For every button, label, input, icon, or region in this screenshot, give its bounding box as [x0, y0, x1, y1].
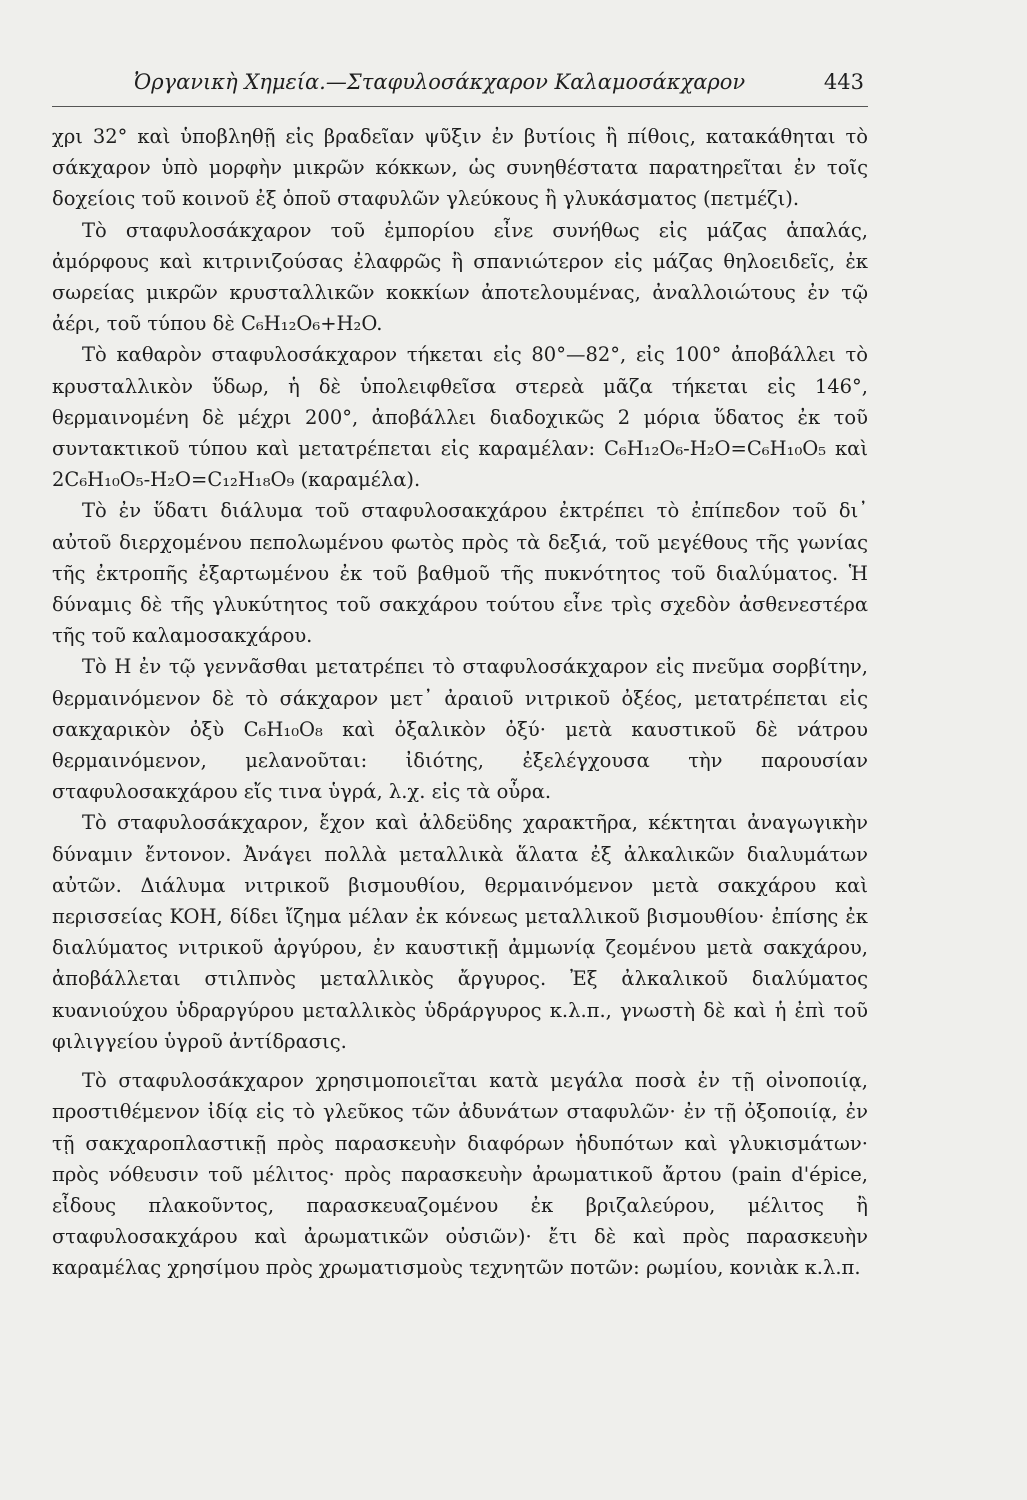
book-page [52, 70, 868, 1284]
paragraph-oxidation: Τὸ H ἐν τῷ γεννᾶσθαι μετατρέπει τὸ σταφυλοσάκχαρον εἰς πνεῦμα σορβίτην, θερμαινόμενον δὲ τὸ σάκχαρον μετ᾿ ἀραιοῦ νιτρικοῦ ὀξέος, μετατρέπεται εἰς σακχαρικὸν ὀξὺ C₆H₁₀O₈ καὶ ὀξαλικὸν ὀξύ· μετὰ καυστικοῦ δὲ νάτρου θερμαινόμενον, μελανοῦται: ἰδιότης, ἐξελέγχουσα τὴν παρουσίαν σταφυλοσακχάρου εἴς τινα ὑγρά, λ.χ. εἰς τὰ οὖρα. [52, 655, 868, 804]
paragraph-melting-caramel: Τὸ καθαρὸν σταφυλοσάκχαρον τήκεται εἰς 80°—82°, εἰς 100° ἀποβάλλει τὸ κρυσταλλικὸν ὕδωρ, ἡ δὲ ὑπολειφθεῖσα στερεὰ μᾶζα τήκεται εἰς 146°, θερμαινομένη δὲ μέχρι 200°, ἀποβάλλει διαδοχικῶς 2 μόρια ὕδατος ἐκ τοῦ συντακτικοῦ τύπου καὶ μετατρέπεται εἰς καραμέλαν: C₆H₁₂O₆-H₂O=C₆H₁₀O₅ καὶ 2C₆H₁₀O₅-H₂O=C₁₂H₁₈O₉ (καραμέλα). [52, 343, 868, 492]
running-title: Ὀργανικὴ Χημεία.—Σταφυλοσάκχαρον Καλαμοσάκχαρον [134, 70, 746, 94]
paragraph-optical-rotation: Τὸ ἐν ὕδατι διάλυμα τοῦ σταφυλοσακχάρου ἐκτρέπει τὸ ἐπίπεδον τοῦ δι᾿ αὐτοῦ διερχομένου πεπολωμένου φωτὸς πρὸς τὰ δεξιά, τοῦ μεγέθους τῆς γωνίας τῆς ἐκτροπῆς ἐξαρτωμένου ἐκ τοῦ βαθμοῦ τῆς πυκνότητος τοῦ διαλύματος. Ἡ δύναμις δὲ τῆς γλυκύτητος τοῦ σακχάρου τούτου εἶνε τρὶς σχεδὸν ἀσθενεστέρα τῆς τοῦ καλαμοσακχάρου. [52, 499, 868, 648]
paragraph-continued: χρι 32° καὶ ὑποβληθῇ εἰς βραδεῖαν ψῦξιν ἐν βυτίοις ἢ πίθοις, κατακάθηται τὸ σάκχαρον ὑπὸ μορφὴν μικρῶν κόκκων, ὡς συνηθέστατα παρατηρεῖται ἐν τοῖς δοχείοις τοῦ κοινοῦ ἐξ ὁποῦ σταφυλῶν γλεύκους ἢ γλυκάσματος (πετμέζι). [52, 125, 868, 211]
page-number: 443 [823, 70, 864, 94]
header-rule [52, 106, 868, 107]
paragraph-reducing-power: Τὸ σταφυλοσάκχαρον, ἔχον καὶ ἀλδεϋδης χαρακτῆρα, κέκτηται ἀναγωγικὴν δύναμιν ἔντονον. Ἀνάγει πολλὰ μεταλλικὰ ἅλατα ἐξ ἀλκαλικῶν διαλυμάτων αὐτῶν. Διάλυμα νιτρικοῦ βισμουθίου, θερμαινόμενον μετὰ σακχάρου καὶ περισσείας KOH, δίδει ἴζημα μέλαν ἐκ κόνεως μεταλλικοῦ βισμουθίου· ἐπίσης ἐκ διαλύματος νιτρικοῦ ἀργύρου, ἐν καυστικῇ ἀμμωνίᾳ ζεομένου μετὰ σακχάρου, ἀποβάλλεται στιλπνὸς μεταλλικὸς ἄργυρος. Ἐξ ἀλκαλικοῦ διαλύματος κυανιούχου ὑδραργύρου μεταλλικὸς ὑδράργυρος κ.λ.π., γνωστὴ δὲ καὶ ἡ ἐπὶ τοῦ φιλιγγείου ὑγροῦ ἀντίδρασις. [52, 811, 868, 1053]
paragraph-uses: Τὸ σταφυλοσάκχαρον χρησιμοποιεῖται κατὰ μεγάλα ποσὰ ἐν τῇ οἰνοποιίᾳ, προστιθέμενον ἰδίᾳ εἰς τὸ γλεῦκος τῶν ἀδυνάτων σταφυλῶν· ἐν τῇ ὀξοποιίᾳ, ἐν τῇ σακχαροπλαστικῇ πρὸς παρασκευὴν διαφόρων ἡδυπότων καὶ γλυκισμάτων· πρὸς νόθευσιν τοῦ μέλιτος· πρὸς παρασκευὴν ἀρωματικοῦ ἄρτου (pain d'épice, εἶδους πλακοῦντος, παρασκευαζομένου ἐκ βριζαλεύρου, μέλιτος ἢ σταφυλοσακχάρου καὶ ἀρωματικῶν οὐσιῶν)· ἔτι δὲ καὶ πρὸς παρασκευὴν καραμέλας χρησίμου πρὸς χρωματισμοὺς τεχνητῶν ποτῶν: ρωμίου, κονιὰκ κ.λ.π. [52, 1069, 868, 1280]
running-header [52, 70, 868, 104]
paragraph-commercial-form: Τὸ σταφυλοσάκχαρον τοῦ ἐμπορίου εἶνε συνήθως εἰς μάζας ἁπαλάς, ἀμόρφους καὶ κιτρινιζούσας ἐλαφρῶς ἢ σπανιώτερον εἰς μάζας θηλοειδεῖς, ἐκ σωρείας μικρῶν κρυσταλλικῶν κοκκίων ἀποτελουμένας, ἀναλλοιώτους ἐν τῷ ἀέρι, τοῦ τύπου δὲ C₆H₁₂O₆+H₂O. [52, 218, 868, 336]
body-text [52, 121, 868, 1284]
